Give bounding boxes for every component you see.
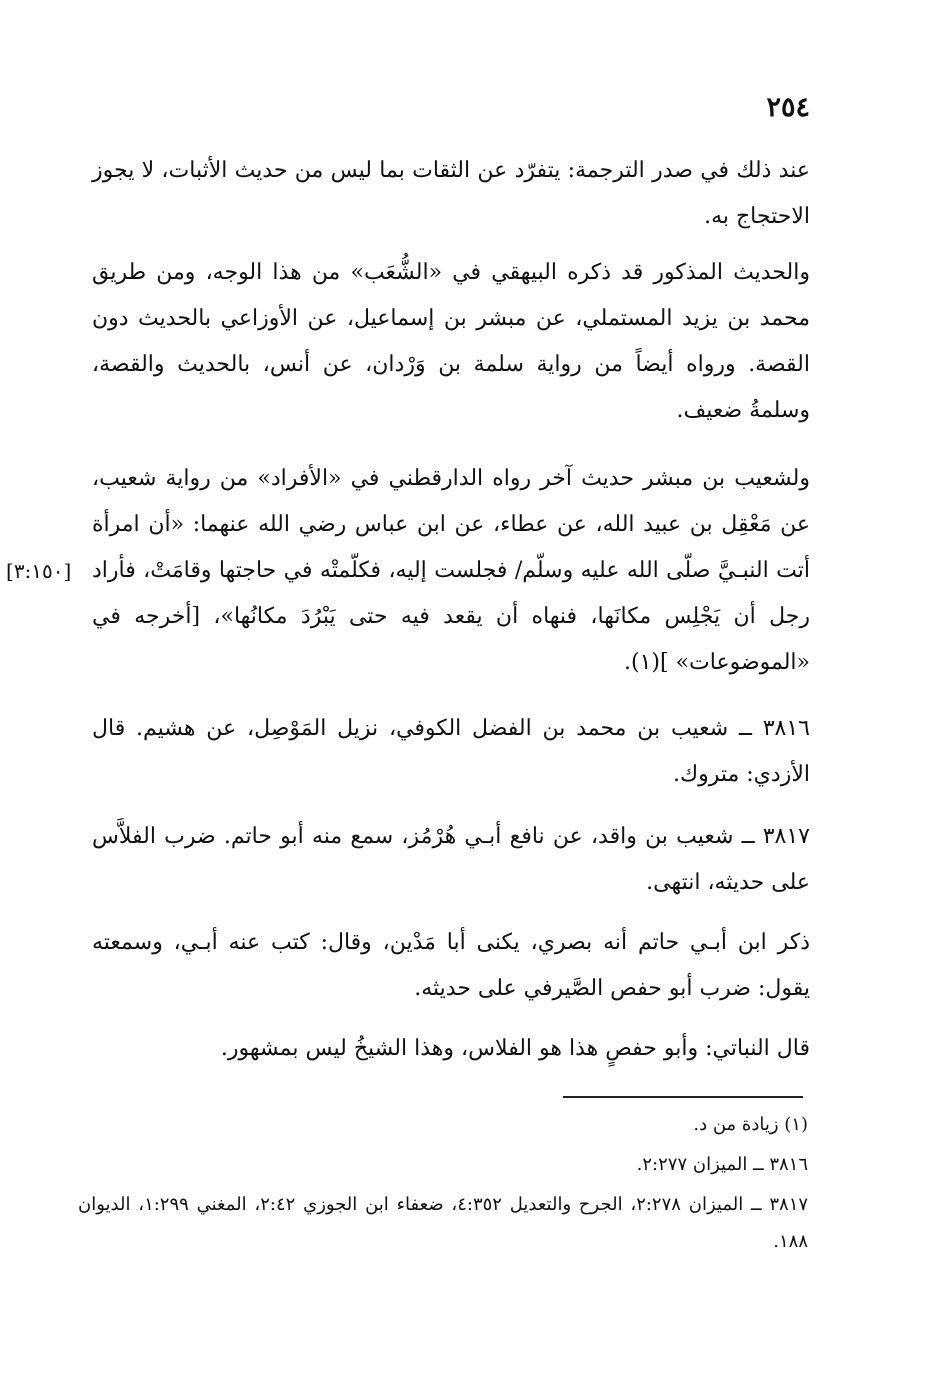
paragraph-text: عند ذلك في صدر الترجمة: يتفرّد عن الثقات بما ليس من حديث الأثبات، لا يجوز الاحتجاج به. — [92, 158, 810, 229]
paragraph-7 — [92, 1026, 810, 1072]
paragraph-text: ٣٨١٦ ــ شعيب بن محمد بن الفضل الكوفي، نزيل المَوْصِل، عن هشيم. قال الأزدي: متروك. — [92, 716, 810, 787]
paragraph-text: قال النباتي: وأبو حفصٍ هذا هو الفلاس، وهذا الشيخُ ليس بمشهور. — [220, 1036, 810, 1061]
paragraph-2 — [92, 250, 810, 434]
footnote-3816: ٣٨١٦ ــ الميزان ٢:٢٧٧. — [636, 1154, 808, 1175]
paragraph-text: ولشعيب بن مبشر حديث آخر رواه الدارقطني في «الأفراد» من رواية شعيب، عن مَعْقِل بن عبيد الله، عن عطاء، عن ابن عباس رضي الله عنهما: «أن امرأة أتت النبـيَّ صلّى الله عليه وسلّم/ فجلست إليه، فكلّمتْه في حاجتها وقامَتْ، فأراد رجل أن يَجْلِس مكانَها، فنهاه أن يقعد فيه حتى يَبْرُدَ مكانُها»، [أخرجه في «الموضوعات» ](١). — [92, 466, 810, 675]
page-number: ٢٥٤ — [766, 92, 810, 123]
paragraph-1 — [92, 148, 810, 240]
paragraph-text: والحديث المذكور قد ذكره البيهقي في «الشُّعَب» من هذا الوجه، ومن طريق محمد بن يزيد المستملي، عن مبشر بن إسماعيل، عن الأوزاعي بالحديث دون القصة. ورواه أيضاً من رواية سلمة بن وَرْدان، عن أنس، بالحديث والقصة، وسلمةُ ضعيف. — [92, 260, 810, 423]
paragraph-text: ٣٨١٧ ــ شعيب بن واقد، عن نافع أبـي هُرْمُز، سمع منه أبو حاتم. ضرب الفلاَّس على حديثه، انتهى. — [92, 824, 810, 895]
margin-volume-reference: [٣:١٥٠] — [6, 559, 72, 583]
entry-3816 — [92, 706, 810, 798]
paragraph-6 — [92, 920, 810, 1012]
paragraph-3 — [92, 456, 810, 686]
entry-3817 — [92, 814, 810, 906]
footnote-1: (١) زيادة من د. — [693, 1114, 808, 1135]
paragraph-text: ذكر ابن أبـي حاتم أنه بصري، يكنى أبا مَدْين، وقال: كتب عنه أبـي، وسمعته يقول: ضرب أبو حفص الصَّيرفي على حديثه. — [92, 930, 810, 1001]
footnote-divider — [563, 1096, 803, 1098]
footnote-3817: ٣٨١٧ ــ الميزان ٢:٢٧٨، الجرح والتعديل ٤:٣٥٢، ضعفاء ابن الجوزي ٢:٤٢، المغني ١:٢٩٩، الديوان ١٨٨. — [78, 1194, 809, 1252]
